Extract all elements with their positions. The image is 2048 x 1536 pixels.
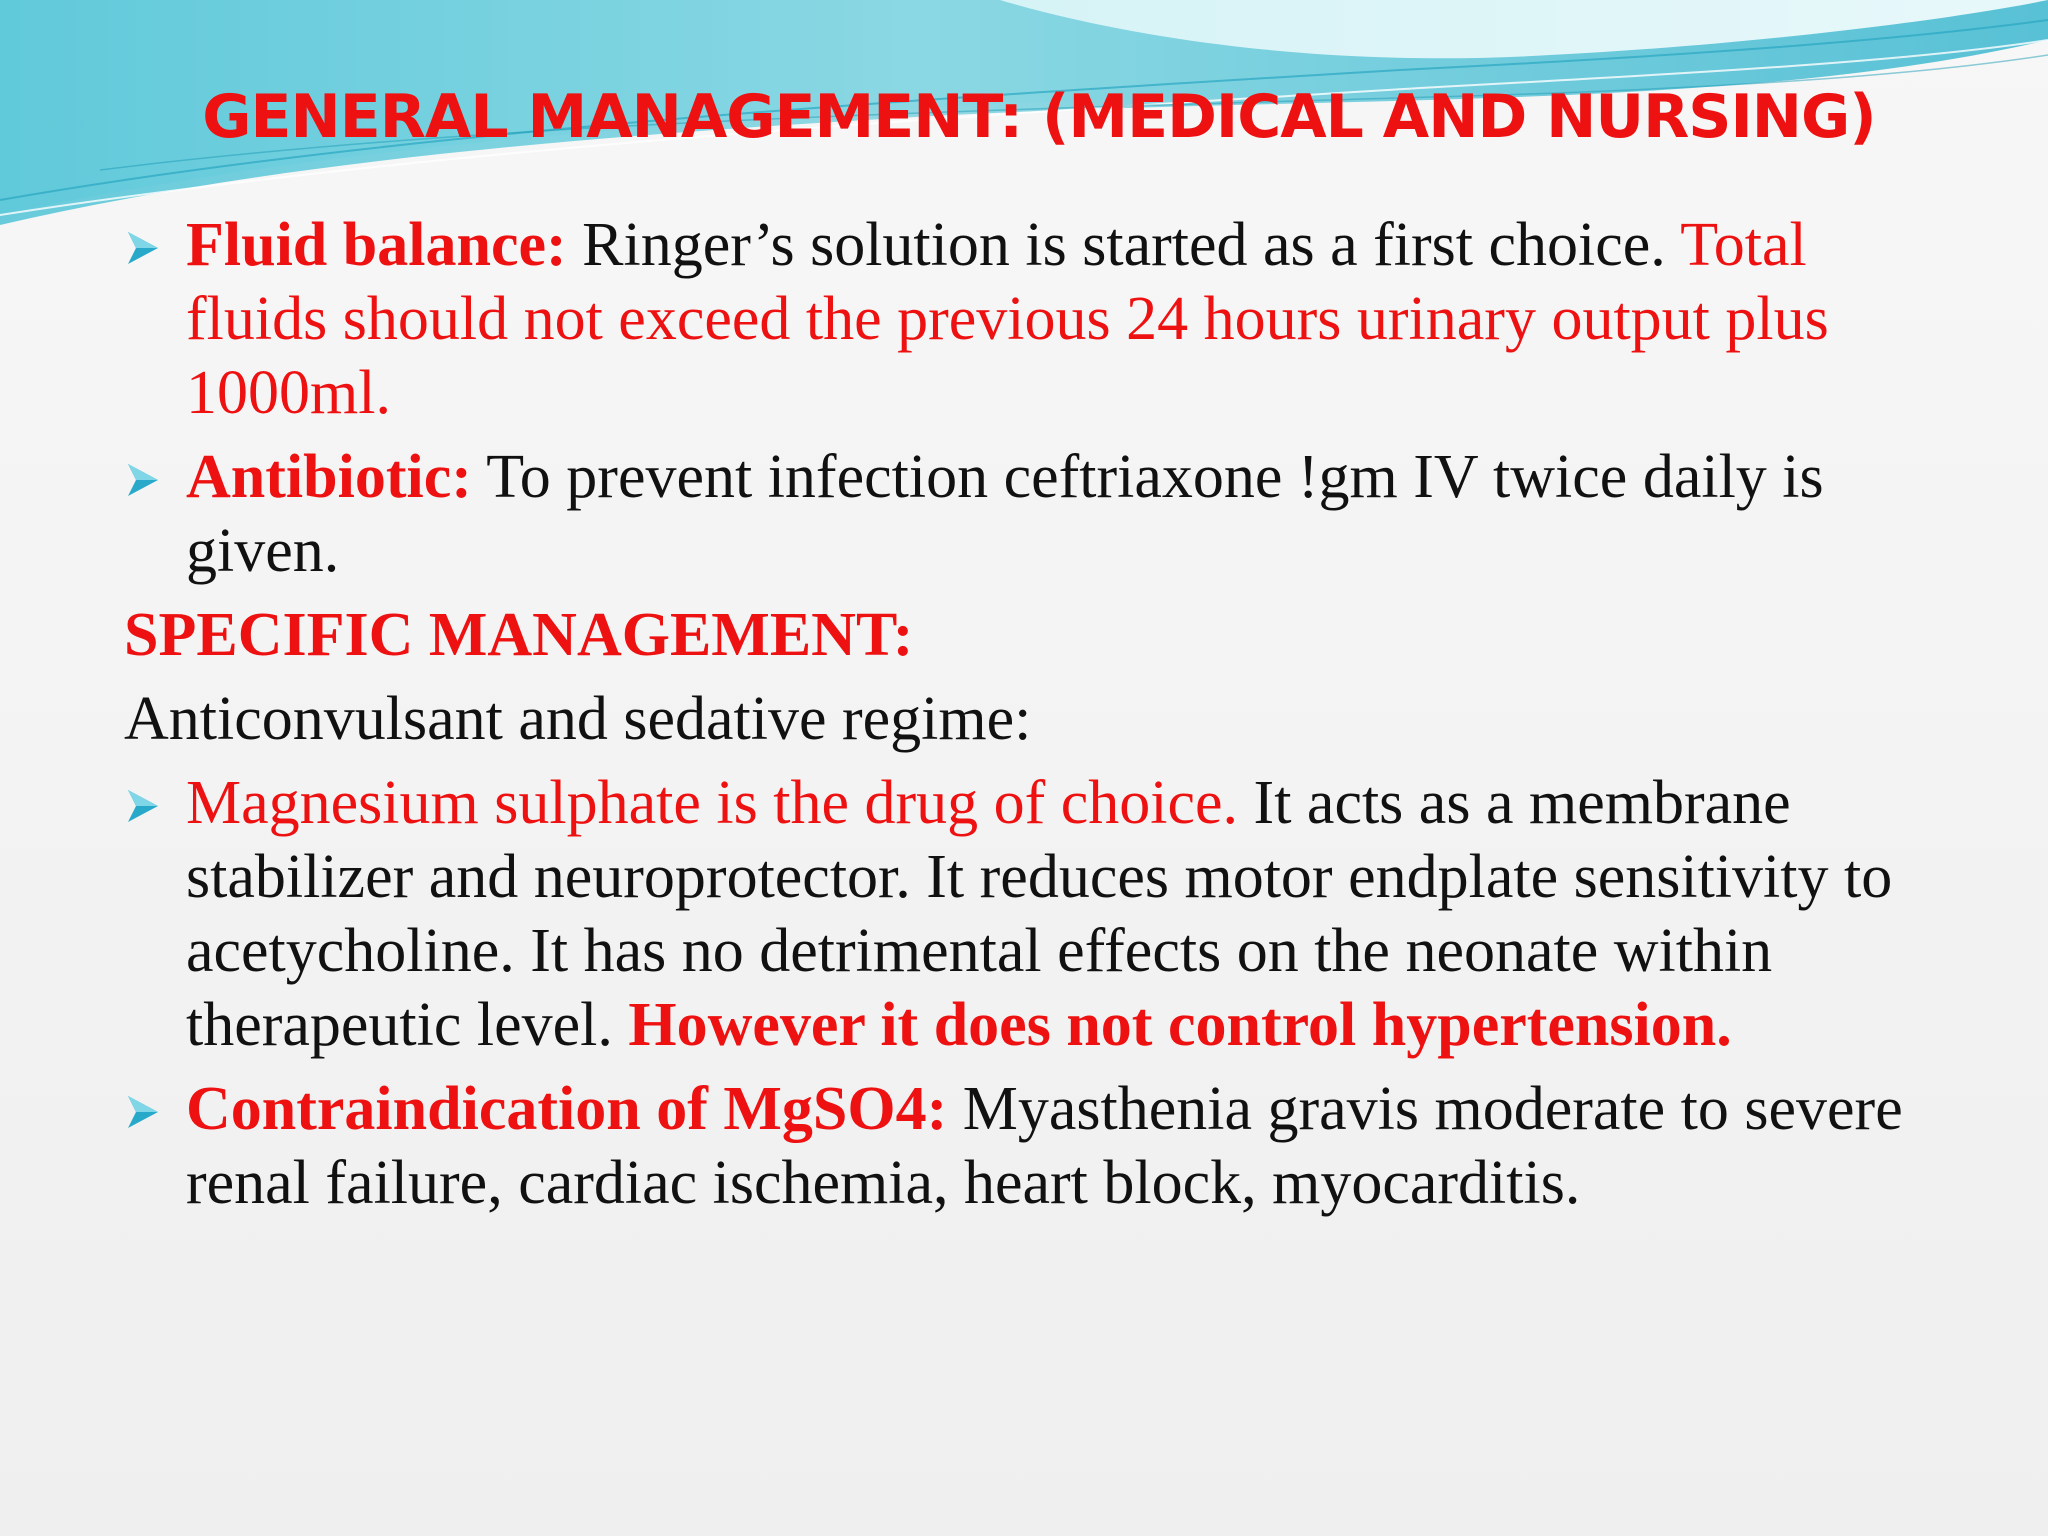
arrow-bullet-icon [124,786,164,826]
antibiotic-label: Antibiotic: [186,443,472,511]
bullet-contraindication [124,1072,1954,1220]
contraindication-label: Contraindication of MgSO4: [186,1075,948,1143]
contraindication-text: Myasthenia gravis moderate to severe renal failure, cardiac ischemia, heart block, myocarditis. [186,1075,1903,1217]
fluid-balance-red-text: Total fluids should not exceed the previous 24 hours urinary output plus 1000ml. [186,211,1829,427]
slide-content [124,208,1954,1230]
magnesium-warning-text: However it does not control hypertension. [628,991,1732,1059]
arrow-bullet-icon [124,228,164,268]
fluid-balance-text: Ringer’s solution is started as a first choice. [566,211,1681,279]
regime-label: Anticonvulsant and sedative regime: [124,685,1032,753]
bullet-fluid-balance [124,208,1954,430]
arrow-bullet-icon [124,460,164,500]
arrow-bullet-icon [124,1092,164,1132]
magnesium-red-text: Magnesium sulphate is the drug of choice. [186,769,1239,837]
magnesium-text: It acts as a membrane stabilizer and neuroprotector. It reduces motor endplate sensitivity to acetycholine. It has no detrimental effects on the neonate within therapeutic level. [186,769,1893,1059]
antibiotic-text: To prevent infection ceftriaxone !gm IV twice daily is given. [186,443,1824,585]
bullet-magnesium-sulphate [124,766,1954,1062]
fluid-balance-label: Fluid balance: [186,211,567,279]
slide-title: GENERAL MANAGEMENT: (MEDICAL AND NURSING) [202,82,1876,152]
bullet-antibiotic [124,440,1954,588]
specific-management-heading: SPECIFIC MANAGEMENT: [124,601,914,669]
